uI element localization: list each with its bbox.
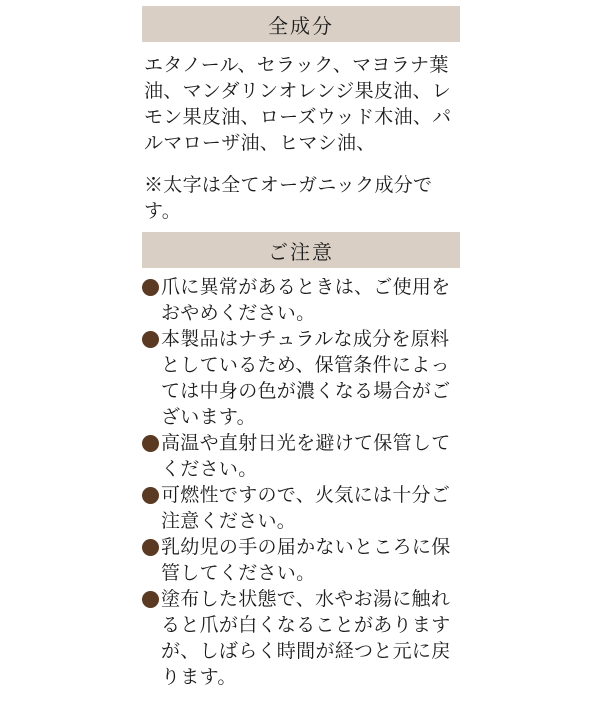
bullet-dot-icon <box>142 539 159 556</box>
bullet-dot-icon <box>142 487 159 504</box>
organic-note: ※太字は全てオーガニック成分です。 <box>144 174 433 222</box>
caution-item <box>142 430 460 482</box>
ingredients-text: エタノール、セラック、マヨラナ葉油、マンダリンオレンジ果皮油、レモン果皮油、ローズウッド木油、パルマローザ油、ヒマシ油、 <box>144 54 452 154</box>
caution-list <box>142 274 460 690</box>
caution-item-text: 爪に異常があるときは、ご使用をおやめください。 <box>161 276 451 324</box>
caution-item <box>142 274 460 326</box>
caution-item-text: 乳幼児の手の届かないところに保管してください。 <box>161 536 451 584</box>
caution-item-text: 可燃性ですので、火気には十分ご注意ください。 <box>161 484 451 532</box>
caution-title: ご注意 <box>268 239 334 264</box>
ingredients-header <box>142 6 460 42</box>
caution-header <box>142 232 460 268</box>
caution-item-text: 本製品はナチュラルな成分を原料としているため、保管条件によっては中身の色が濃くなる場合がございます。 <box>161 328 451 428</box>
bullet-dot-icon <box>142 279 159 296</box>
caution-item <box>142 326 460 430</box>
caution-item <box>142 482 460 534</box>
caution-item <box>142 534 460 586</box>
caution-item-text: 塗布した状態で、水やお湯に触れると爪が白くなることがありますが、しばらく時間が経つと元に戻ります。 <box>161 588 451 688</box>
ingredients-title: 全成分 <box>268 13 334 38</box>
caution-item-text: 高温や直射日光を避けて保管してください。 <box>161 432 451 480</box>
bullet-dot-icon <box>142 435 159 452</box>
bullet-dot-icon <box>142 331 159 348</box>
product-info-panel <box>142 6 460 706</box>
caution-item <box>142 586 460 690</box>
